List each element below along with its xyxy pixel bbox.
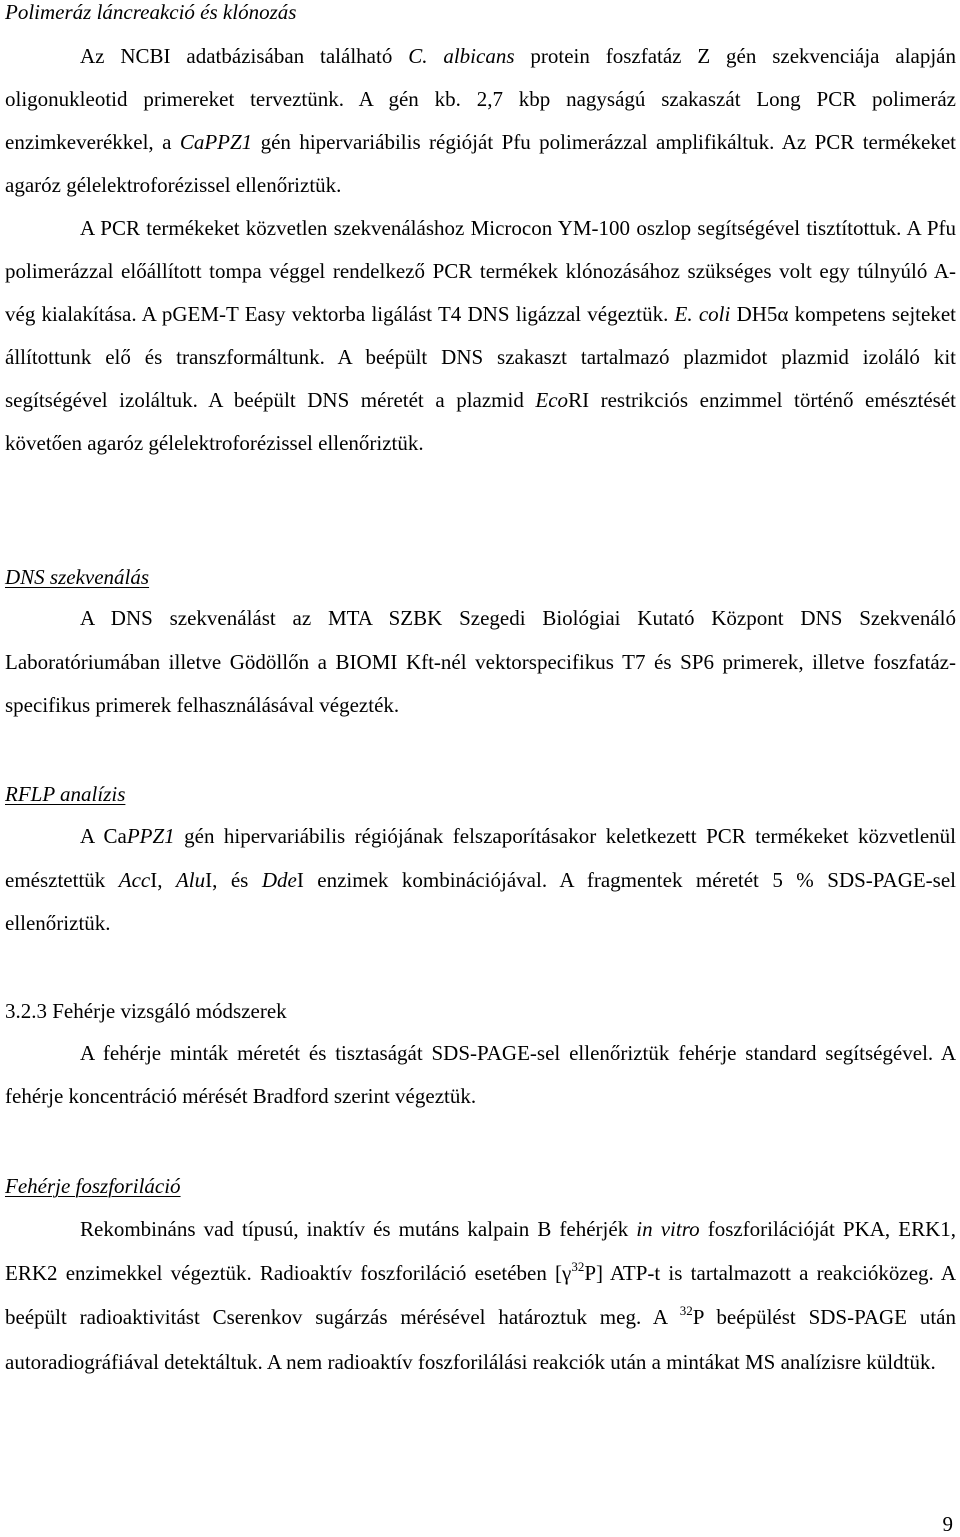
italic-term: E. coli [674, 302, 731, 326]
paragraph-phosphorylation: Rekombináns vad típusú, inaktív és mutáns kalpain B fehérjék in vitro foszforilációját PKA, ERK1, ERK2 enzimekkel végeztük. Radioaktív foszforiláció esetében $[\gamma^{32}P]$ ATP-t is tartalmazott a reakcióközeg. A beépült radioaktivitást Cserenkov sugárzás mérésével határoztuk meg. A $^{32}$P beépülést SDS-PAGE után autoradiográfiával detektáltuk. A nem radioaktív foszforilálási reakciók után a mintákat MS analízisre küldtük. [5, 1217, 956, 1374]
section-heading-dns-sequencing: DNS szekvenálás [5, 565, 150, 589]
section-heading-rflp: RFLP analízis [5, 782, 126, 806]
italic-term: Alu [175, 867, 206, 892]
italic-term: in vitro [636, 1217, 700, 1241]
paragraph-protein-methods: A fehérje minták méretét és tisztaságát SDS-PAGE-sel ellenőriztük fehérje standard segítségével. A fehérje koncentráció mérését Bradford szerint végeztük. [5, 1041, 956, 1108]
paragraph-pcr-1: Az NCBI adatbázisában található C. albicans protein foszfatáz Z gén szekvenciája alapján oligonukleotid primereket terveztünk. A gén kb. 2,7 kbp nagyságú szakaszát Long PCR polimeráz enzimkeverékkel, a CaPPZ1 gén hipervariábilis régióját Pfu polimerázzal amplifikáltuk. Az PCR termékeket agaróz gélelektroforézissel ellenőriztük. [5, 44, 957, 197]
page-number: 9 [942, 1512, 953, 1536]
italic-term: Dde [261, 867, 297, 892]
superscript: 32 [679, 1303, 693, 1319]
paragraph-pcr-2: A PCR termékeket közvetlen szekvenáláshoz Microcon YM-100 oszlop segítségével tisztítottuk. A Pfu polimerázzal előállított tompa véggel rendelkező PCR termékek klónozásához szükséges volt egy túlnyúló A-vég kialakítása. A pGEM-T Easy vektorba ligálást T4 DNS ligázzal végeztük. E. coli DH5α kompetens sejteket állítottunk elő és transzformáltunk. A beépült DNS szakaszt tartalmazó plazmidot plazmid izoláló kit segítségével izoláltuk. A beépült DNS méretét a plazmid EcoRI restrikciós enzimmel történő emésztését követően agaróz gélelektroforézissel ellenőriztük. [5, 216, 956, 455]
section-heading-protein-methods: 3.2.3 Fehérje vizsgáló módszerek [5, 999, 287, 1023]
paragraph-rflp: A CaPPZ1 gén hipervariábilis régiójának felszaporításakor keletkezett PCR termékeket közvetlenül emésztettük AccI, AluI, és DdeI enzimek kombinációjával. A fragmentek méretét 5 % SDS-PAGE-sel ellenőriztük. [5, 824, 957, 936]
italic-term: PPZ1 [126, 824, 175, 848]
italic-term: Acc [118, 867, 151, 892]
paragraph-dns-sequencing: A DNS szekvenálást az MTA SZBK Szegedi Biológiai Kutató Központ DNS Szekvenáló Laboratóriumában illetve Gödöllőn a BIOMI Kft-nél vektorspecifikus T7 és SP6 primerek, illetve foszfatáz-specifikus primerek felhasználásával végezték. [5, 606, 956, 718]
superscript: 32 [571, 1259, 585, 1275]
italic-term: Eco [535, 388, 569, 412]
section-heading-pcr: Polimeráz láncreakció és klónozás [5, 0, 297, 24]
section-heading-phosphorylation: Fehérje foszforiláció [5, 1174, 181, 1198]
italic-term: CaPPZ1 [179, 130, 253, 154]
italic-term: C. albicans [408, 44, 515, 68]
